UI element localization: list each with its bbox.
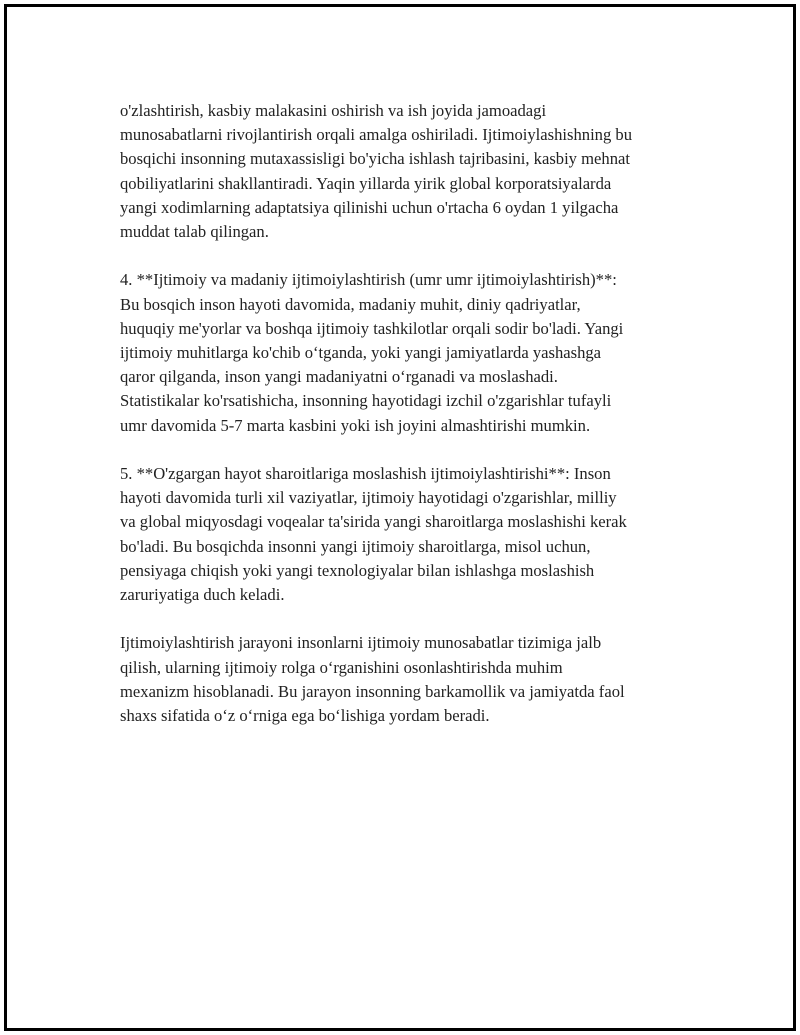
paragraph-adaptation: o'zlashtirish, kasbiy malakasini oshirish va ish joyida jamoadagi munosabatlarni rivojlantirish orqali amalga oshiriladi. Ijtimoiylashishning bu bosqichi insonning mutaxassisligi bo'yicha ishlash tajribasini, kasbiy mehnat qobiliyatlarini shakllantiradi. Yaqin yillarda yirik global korporatsiyalarda yangi xodimlarning adaptatsiya qilinishi uchun o'rtacha 6 oydan 1 yilgacha muddat talab qilingan. xyxy=(120,101,633,242)
paragraph-changed-conditions: 5. **O'zgargan hayot sharoitlariga moslashish ijtimoiylashtirishi**: Inson hayoti davomida turli xil vaziyatlar, ijtimoiy hayotidagi o'zgarishlar, milliy va global miqyosdagi voqealar ta'sirida yangi sharoitlarga moslashishi kerak bo'ladi. Bu bosqichda insonni yangi ijtimoiy sharoitlarga, misol uchun, pensiyaga chiqish yoki yangi texnologiyalar bilan ishlashga moslashish zaruriyatiga duch keladi. xyxy=(120,464,627,605)
document-body xyxy=(120,99,700,752)
paragraph-conclusion: Ijtimoiylashtirish jarayoni insonlarni ijtimoiy munosabatlar tizimiga jalb qilish, ularning ijtimoiy rolga o‘rganishini osonlashtirishda muhim mexanizm hisoblanadi. Bu jarayon insonning barkamollik va jamiyatda faol shaxs sifatida o‘z o‘rniga ega bo‘lishiga yordam beradi. xyxy=(120,633,625,726)
paragraph-cultural-socialization: 4. **Ijtimoiy va madaniy ijtimoiylashtirish (umr umr ijtimoiylashtirish)**: Bu bosqich inson hayoti davomida, madaniy muhit, diniy qadriyatlar, huquqiy me'yorlar va boshqa ijtimoiy tashkilotlar orqali sodir bo'ladi. Yangi ijtimoiy muhitlarga ko'chib o‘tganda, yoki yangi jamiyatlarda yashashga qaror qilganda, inson yangi madaniyatni o‘rganadi va moslashadi. Statistikalar ko'rsatishicha, insonning hayotidagi izchil o'zgarishlar tufayli umr davomida 5-7 marta kasbini yoki ish joyini almashtirishi mumkin. xyxy=(120,270,624,435)
page-frame xyxy=(4,4,796,1031)
